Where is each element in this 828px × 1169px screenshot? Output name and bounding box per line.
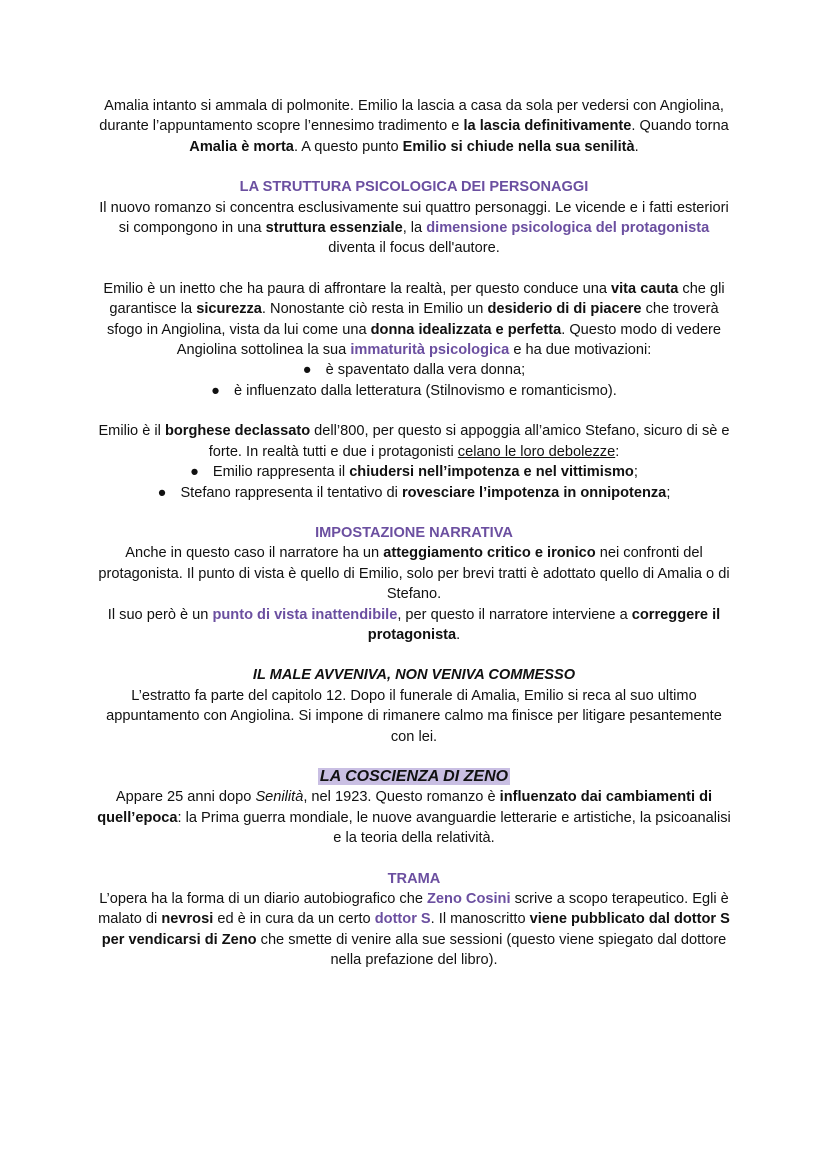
document-page: [96, 96, 732, 971]
paragraph-narratore: Anche in questo caso il narratore ha un atteggiamento critico e ironico nei confronti del protagonista. Il punto di vista è quello di Emilio, solo per brevi tratti è adottato quello di Amalia o di Stefano.: [98, 545, 730, 603]
paragraph-emilio-inetto: Emilio è un inetto che ha paura di affrontare la realtà, per questo conduce una vita cauta che gli garantisce la sicurezza. Nonostante ciò resta in Emilio un desiderio di di piacere che troverà sfogo in Angiolina, vista da lui come una donna idealizzata e perfetta. Questo modo di vedere Angiolina sottolinea la sua immaturità psicologica e ha due motivazioni:: [103, 280, 725, 359]
bullet-icon: ●: [157, 484, 167, 501]
paragraph-coscienza: Appare 25 anni dopo Senilità, nel 1923. Questo romanzo è influenzato dai cambiamenti di quell’epoca: la Prima guerra mondiale, le nuove avanguardie letterarie e artistiche, la psicoanalisi e la teoria della relatività.: [97, 789, 731, 847]
heading-coscienza-di-zeno: LA COSCIENZA DI ZENO: [319, 767, 509, 785]
list-item: ● Emilio rappresenta il chiudersi nell’impotenza e nel vittimismo;: [96, 462, 732, 482]
heading-trama: TRAMA: [387, 870, 441, 887]
protagonisti-list: [96, 462, 732, 503]
paragraph-struttura: Il nuovo romanzo si concentra esclusivamente sui quattro personaggi. Le vicende e i fatti esteriori si compongono in una struttura essenziale, la dimensione psicologica del protagonista diventa il focus dell'autore.: [99, 199, 729, 257]
paragraph-punto-di-vista: Il suo però è un punto di vista inattendibile, per questo il narratore interviene a correggere il protagonista.: [107, 606, 721, 643]
motivazioni-list: [96, 360, 732, 401]
paragraph-estratto: L’estratto fa parte del capitolo 12. Dopo il funerale di Amalia, Emilio si reca al suo ultimo appuntamento con Angiolina. Si impone di rimanere calmo ma finisce per litigare pesantemente con lei.: [106, 687, 722, 745]
list-item: ● è spaventato dalla vera donna;: [96, 360, 732, 380]
heading-impostazione-narrativa: IMPOSTAZIONE NARRATIVA: [315, 524, 513, 541]
heading-il-male-avveniva: IL MALE AVVENIVA, NON VENIVA COMMESSO: [252, 667, 576, 684]
bullet-icon: ●: [211, 382, 220, 399]
heading-struttura-psicologica: LA STRUTTURA PSICOLOGICA DEI PERSONAGGI: [239, 179, 589, 196]
paragraph-amalia-death: Amalia intanto si ammala di polmonite. Emilio la lascia a casa da sola per vedersi con Angiolina, durante l’appuntamento scopre l’ennesimo tradimento e la lascia definitivamente. Quando torna Amalia è morta. A questo punto Emilio si chiude nella sua senilità.: [99, 98, 729, 155]
list-item: ● Stefano rappresenta il tentativo di rovesciare l’impotenza in onnipotenza;: [96, 483, 732, 503]
list-item: ● è influenzato dalla letteratura (Stilnovismo e romanticismo).: [96, 381, 732, 401]
bullet-icon: ●: [190, 464, 199, 481]
paragraph-borghese: Emilio è il borghese declassato dell’800, per questo si appoggia all’amico Stefano, sicuro di sè e forte. In realtà tutti e due i protagonisti celano le loro debolezze:: [98, 423, 730, 460]
paragraph-trama: L’opera ha la forma di un diario autobiografico che Zeno Cosini scrive a scopo terapeutico. Egli è malato di nevrosi ed è in cura da un certo dottor S. Il manoscritto viene pubblicato dal dottor S per vendicarsi di Zeno che smette di venire alla sue sessioni (questo viene spiegato dal dottore nella prefazione del libro).: [98, 891, 730, 969]
bullet-icon: ●: [302, 362, 312, 379]
